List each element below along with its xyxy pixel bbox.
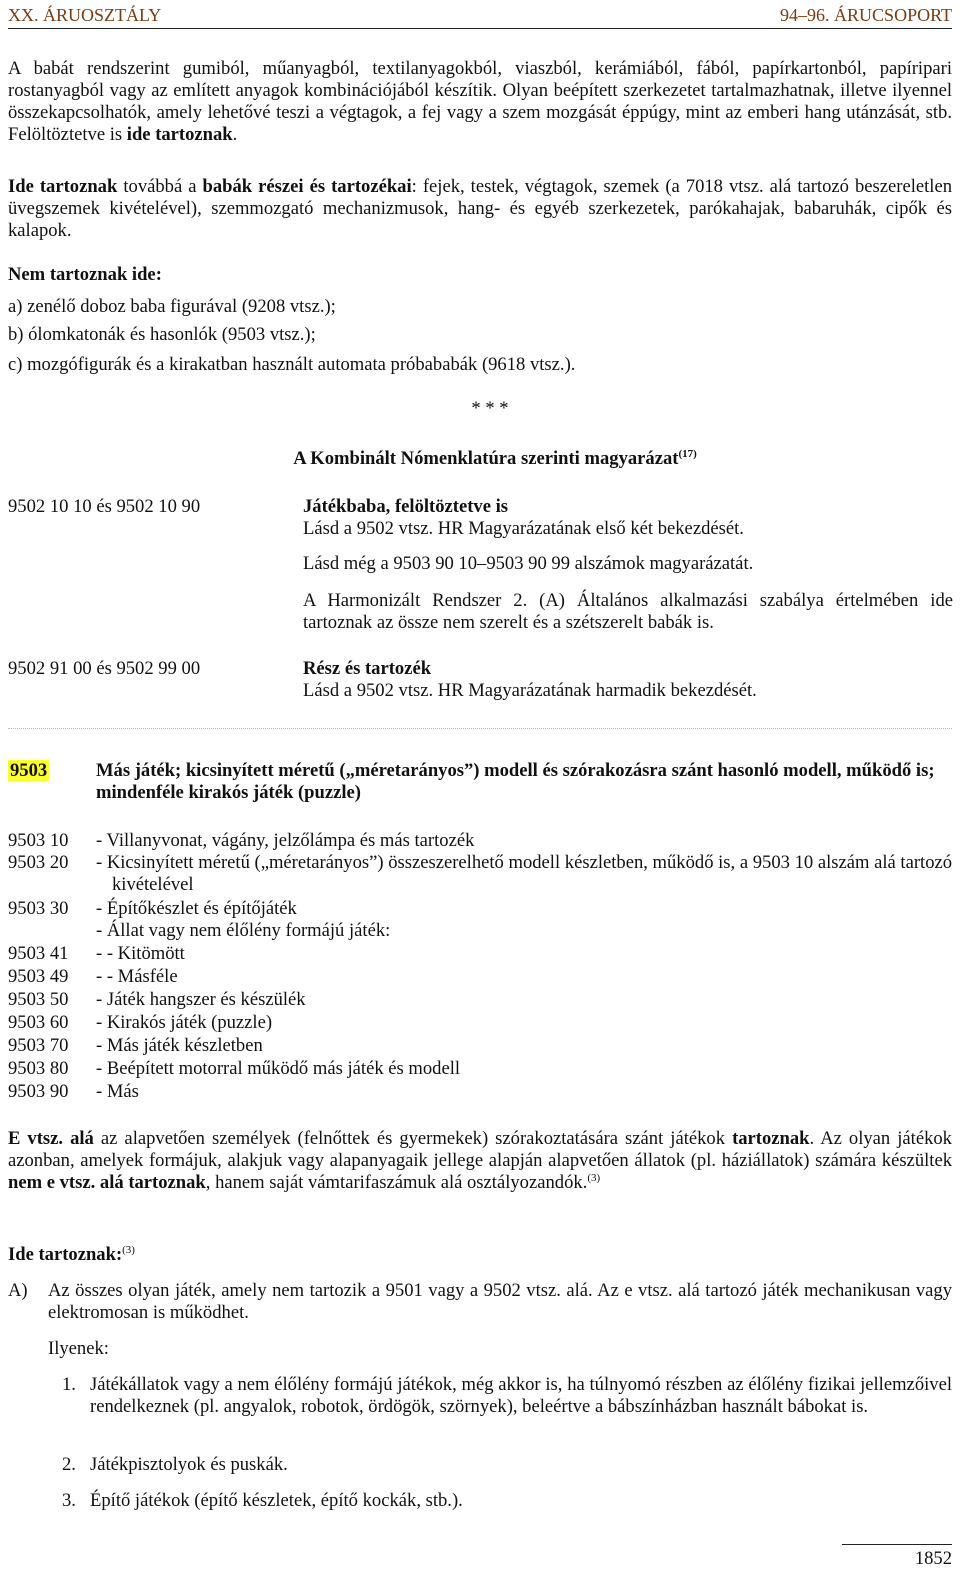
heading-code <box>8 760 49 782</box>
scope-paragraph <box>8 1128 952 1194</box>
subheading-code: 9503 41 <box>8 943 69 964</box>
subheading-code: 9503 90 <box>8 1081 69 1102</box>
scope-text: az alapvetően személyek (felnőttek és gyermekek) szórakoztatására szánt játékok <box>93 1128 733 1149</box>
subheading-text: - Kicsinyített méretű („méretarányos”) összeszerelhető modell készletben, működő is, a 9503 10 alszám alá tartozó kivételével <box>96 852 953 895</box>
subheading-code: 9503 60 <box>8 1012 69 1033</box>
subheading-code: 9503 49 <box>8 966 69 987</box>
list-item-text: Játékállatok vagy a nem élőlény formájú játékok, még akkor is, ha túlnyomó részben az élőlény fizikai jellemzőivel rendelkeznek (pl. angyalok, robotok, ördögök, szörnyek), beleértve a bábszínházban használt bábokat is. <box>90 1374 952 1417</box>
kn-entry-heading: Játékbaba, felöltöztetve is <box>303 496 509 517</box>
intro-text-end: . <box>232 124 238 145</box>
exclusions-heading: Nem tartoznak ide: <box>8 264 162 285</box>
heading-code-highlight: 9503 <box>10 760 48 781</box>
item-label: A) <box>8 1280 28 1301</box>
subheading-text: - Más <box>96 1081 139 1102</box>
parts-paragraph <box>8 176 952 242</box>
examples-label: Ilyenek: <box>48 1338 109 1359</box>
exclusion-item: a) zenélő doboz baba figurával (9208 vtsz.); <box>8 296 336 317</box>
section-divider <box>8 728 952 729</box>
scope-footnote: (3) <box>587 1171 601 1184</box>
list-number: 1. <box>62 1374 76 1395</box>
subheading-code: 9503 70 <box>8 1035 69 1056</box>
header-chapter-range: 94–96. ÁRUCSOPORT <box>780 5 952 25</box>
kn-title-footnote: (17) <box>678 447 697 460</box>
item-a-text: Az összes olyan játék, amely nem tartozik a 9501 vagy a 9502 vtsz. alá. Az e vtsz. alá tartozó játék mechanikusan vagy elektromosan is működhet. <box>48 1280 952 1323</box>
header-section-title: XX. ÁRUOSZTÁLY <box>8 5 162 25</box>
kn-entry-line: Lásd még a 9503 90 10–9503 90 99 alszámok magyarázatát. <box>303 553 754 574</box>
footer-rule <box>842 1544 952 1545</box>
parts-text-2: : fejek, testek, végtagok, szemek (a 7018 vtsz. alá tartozó beszereletlen üvegszemek kivételével), szemmozgató mechanizmusok, hang- és egyéb szerkezetek, parókahajak, babaruhák, cipők és kalapok. <box>8 176 952 241</box>
inclusions-footnote: (3) <box>122 1243 135 1256</box>
subheading-text: - - Másféle <box>96 966 178 987</box>
kn-title-text: A Kombinált Nómenklatúra szerinti magyarázat <box>293 448 679 469</box>
exclusion-item: c) mozgófigurák és a kirakatban használt automata próbababák (9618 vtsz.). <box>8 354 576 375</box>
kn-entry-line: A Harmonizált Rendszer 2. (A) Általános alkalmazási szabálya értelmében ide tartoznak az össze nem szerelt és a szétszerelt babák is. <box>303 590 953 633</box>
running-header <box>8 4 952 29</box>
parts-text: továbbá a <box>117 176 203 197</box>
list-number: 3. <box>62 1490 76 1511</box>
inclusions-heading <box>8 1244 952 1266</box>
parts-emphasis: Ide tartoznak <box>8 176 118 197</box>
kn-entry-heading: Rész és tartozék <box>303 658 432 679</box>
subheading-text: - - Kitömött <box>96 943 185 964</box>
subheading-text: - Villanyvonat, vágány, jelzőlámpa és más tartozék <box>96 830 475 851</box>
subheading-code: 9503 20 <box>8 852 69 873</box>
subheading-code: 9503 50 <box>8 989 69 1010</box>
scope-emphasis: E vtsz. alá <box>8 1128 94 1149</box>
kn-entry-line: Lásd a 9502 vtsz. HR Magyarázatának harmadik bekezdését. <box>303 680 757 701</box>
exclusion-item: b) ólomkatonák és hasonlók (9503 vtsz.); <box>8 324 316 345</box>
subheading-code: 9503 80 <box>8 1058 69 1079</box>
subheading-text: - Játék hangszer és készülék <box>96 989 306 1010</box>
intro-paragraph <box>8 58 952 146</box>
heading-title: Más játék; kicsinyített méretű („méretarányos”) modell és szórakozásra szánt hasonló modell, működő is; mindenféle kirakós játék (puzzle) <box>96 760 935 803</box>
intro-emphasis: ide tartoznak <box>126 124 233 145</box>
list-number: 2. <box>62 1454 76 1475</box>
subheading-text: - Építőkészlet és építőjáték <box>96 898 297 919</box>
page-number: 1852 <box>914 1548 952 1569</box>
scope-emphasis-2: tartoznak <box>732 1128 810 1149</box>
subheading-text: - Beépített motorral működő más játék és modell <box>96 1058 461 1079</box>
intro-text: A babát rendszerint gumiból, műanyagból, textilanyagokból, viaszból, kerámiából, fából, papírkartonból, papíripari rostanyagból vagy az említett anyagok kombinációjából készítik. Olyan beépített szerkezetet tartalmazhatnak, illetve ilyennel összekapcsolhatók, amely lehetővé teszi a végtagok, a fej vagy a szem mozgását éppúgy, mint az emberi hang utánzását, stb. Felöltöztetve is <box>8 58 952 145</box>
kn-entry-code: 9502 10 10 és 9502 10 90 <box>8 496 201 517</box>
inclusions-heading-text: Ide tartoznak: <box>8 1244 123 1265</box>
subheading-text: - Más játék készletben <box>96 1035 263 1056</box>
parts-emphasis-2: babák részei és tartozékai <box>202 176 412 197</box>
kn-entry-line: Lásd a 9502 vtsz. HR Magyarázatának első két bekezdését. <box>303 518 744 539</box>
list-item-text: Építő játékok (építő készletek, építő kockák, stb.). <box>90 1490 463 1511</box>
kn-entry-code: 9502 91 00 és 9502 99 00 <box>8 658 201 679</box>
scope-emphasis-3: nem e vtsz. alá tartoznak <box>8 1172 206 1193</box>
scope-text-3: , hanem saját vámtarifaszámuk alá osztályozandók. <box>205 1172 588 1193</box>
kn-title <box>8 448 960 470</box>
list-item-text: Játékpisztolyok és puskák. <box>90 1454 288 1475</box>
subheading-code: 9503 30 <box>8 898 69 919</box>
section-stars: * * * <box>471 398 509 419</box>
subheading-text: - Kirakós játék (puzzle) <box>96 1012 273 1033</box>
subheading-code: 9503 10 <box>8 830 69 851</box>
scope-text-2: . Az olyan játékok azonban, amelyek formájuk, alakjuk vagy alapanyagaik jellege alapján alapvetően állatok (pl. háziállatok) számára készültek <box>8 1128 952 1171</box>
subheading-text: - Állat vagy nem élőlény formájú játék: <box>96 920 391 941</box>
